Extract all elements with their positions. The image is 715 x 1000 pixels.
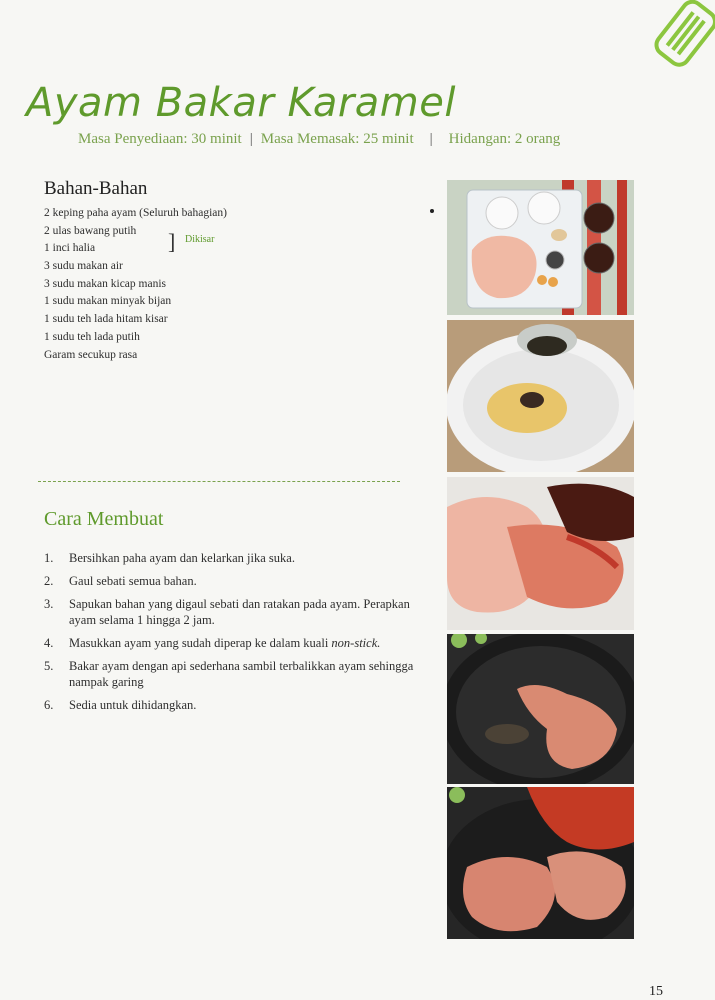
step-text: Bakar ayam dengan api sederhana sambil terbalikkan ayam sehingga nampak garing: [69, 659, 414, 689]
spatula-icon: [625, 0, 715, 90]
bracket-note: Dikisar: [185, 234, 215, 245]
step-text: Bersihkan paha ayam dan kelarkan jika suka.: [69, 551, 295, 565]
step-item: [44, 573, 414, 589]
ingredient-item: 1 sudu makan minyak bijan: [44, 295, 172, 308]
photo-marinade-bowl: [447, 320, 634, 472]
ingredient-item: 3 sudu makan air: [44, 260, 123, 273]
step-text-emphasis: non-stick.: [331, 636, 381, 650]
ingredient-item: 1 inci halia: [44, 242, 96, 255]
section-divider: [38, 481, 400, 482]
photo-chicken-in-pan: [447, 634, 634, 784]
step-number: 1.: [44, 551, 54, 565]
method-steps: [44, 550, 414, 720]
meta-separator: |: [429, 131, 433, 147]
ingredient-item: 1 sudu teh lada putih: [44, 330, 140, 343]
ingredient-item: 1 sudu teh lada hitam kisar: [44, 313, 168, 326]
step-number: 2.: [44, 574, 54, 588]
ingredient-item: Garam secukup rasa: [44, 348, 138, 361]
step-text-main: Masukkan ayam yang sudah diperap ke dalam kuali: [69, 636, 332, 650]
step-text: Sapukan bahan yang digaul sebati dan ratakan pada ayam. Perapkan ayam selama 1 hingga 2 jam.: [69, 597, 410, 627]
ingredient-item: 2 ulas bawang putih: [44, 224, 137, 237]
ingredient-bracket: ]: [168, 229, 176, 254]
method-heading: Cara Membuat: [44, 508, 164, 530]
photo-glazing-chicken: [447, 787, 634, 939]
step-number: 6.: [44, 698, 54, 712]
step-item: [44, 697, 414, 713]
step-item: [44, 635, 414, 651]
photo-ingredients: [447, 180, 634, 315]
step-text: Gaul sebati semua bahan.: [69, 574, 197, 588]
serving-size: Hidangan: 2 orang: [448, 131, 561, 147]
step-number: 3.: [44, 597, 54, 611]
page-number: 15: [649, 984, 663, 999]
step-item: [44, 658, 414, 690]
ingredients-heading: Bahan-Bahan: [44, 178, 148, 199]
step-text: [69, 635, 414, 651]
ingredients-list: [44, 205, 227, 364]
prep-time: Masa Penyediaan: 30 minit: [78, 131, 242, 147]
step-text: Sedia untuk dihidangkan.: [69, 698, 197, 712]
ingredient-item: 2 keping paha ayam (Seluruh bahagian): [44, 207, 227, 219]
step-number: 5.: [44, 659, 54, 673]
ingredient-item: 3 sudu makan kicap manis: [44, 277, 167, 290]
cook-time: Masa Memasak: 25 minit: [260, 131, 414, 147]
recipe-title: Ayam Bakar Karamel: [26, 80, 456, 126]
bullet-dot: [430, 209, 434, 213]
step-number: 4.: [44, 636, 54, 650]
photo-marinating-chicken: [447, 477, 634, 630]
recipe-meta: [78, 131, 560, 148]
meta-separator: |: [249, 131, 253, 147]
step-item: [44, 550, 414, 566]
step-item: [44, 596, 414, 628]
